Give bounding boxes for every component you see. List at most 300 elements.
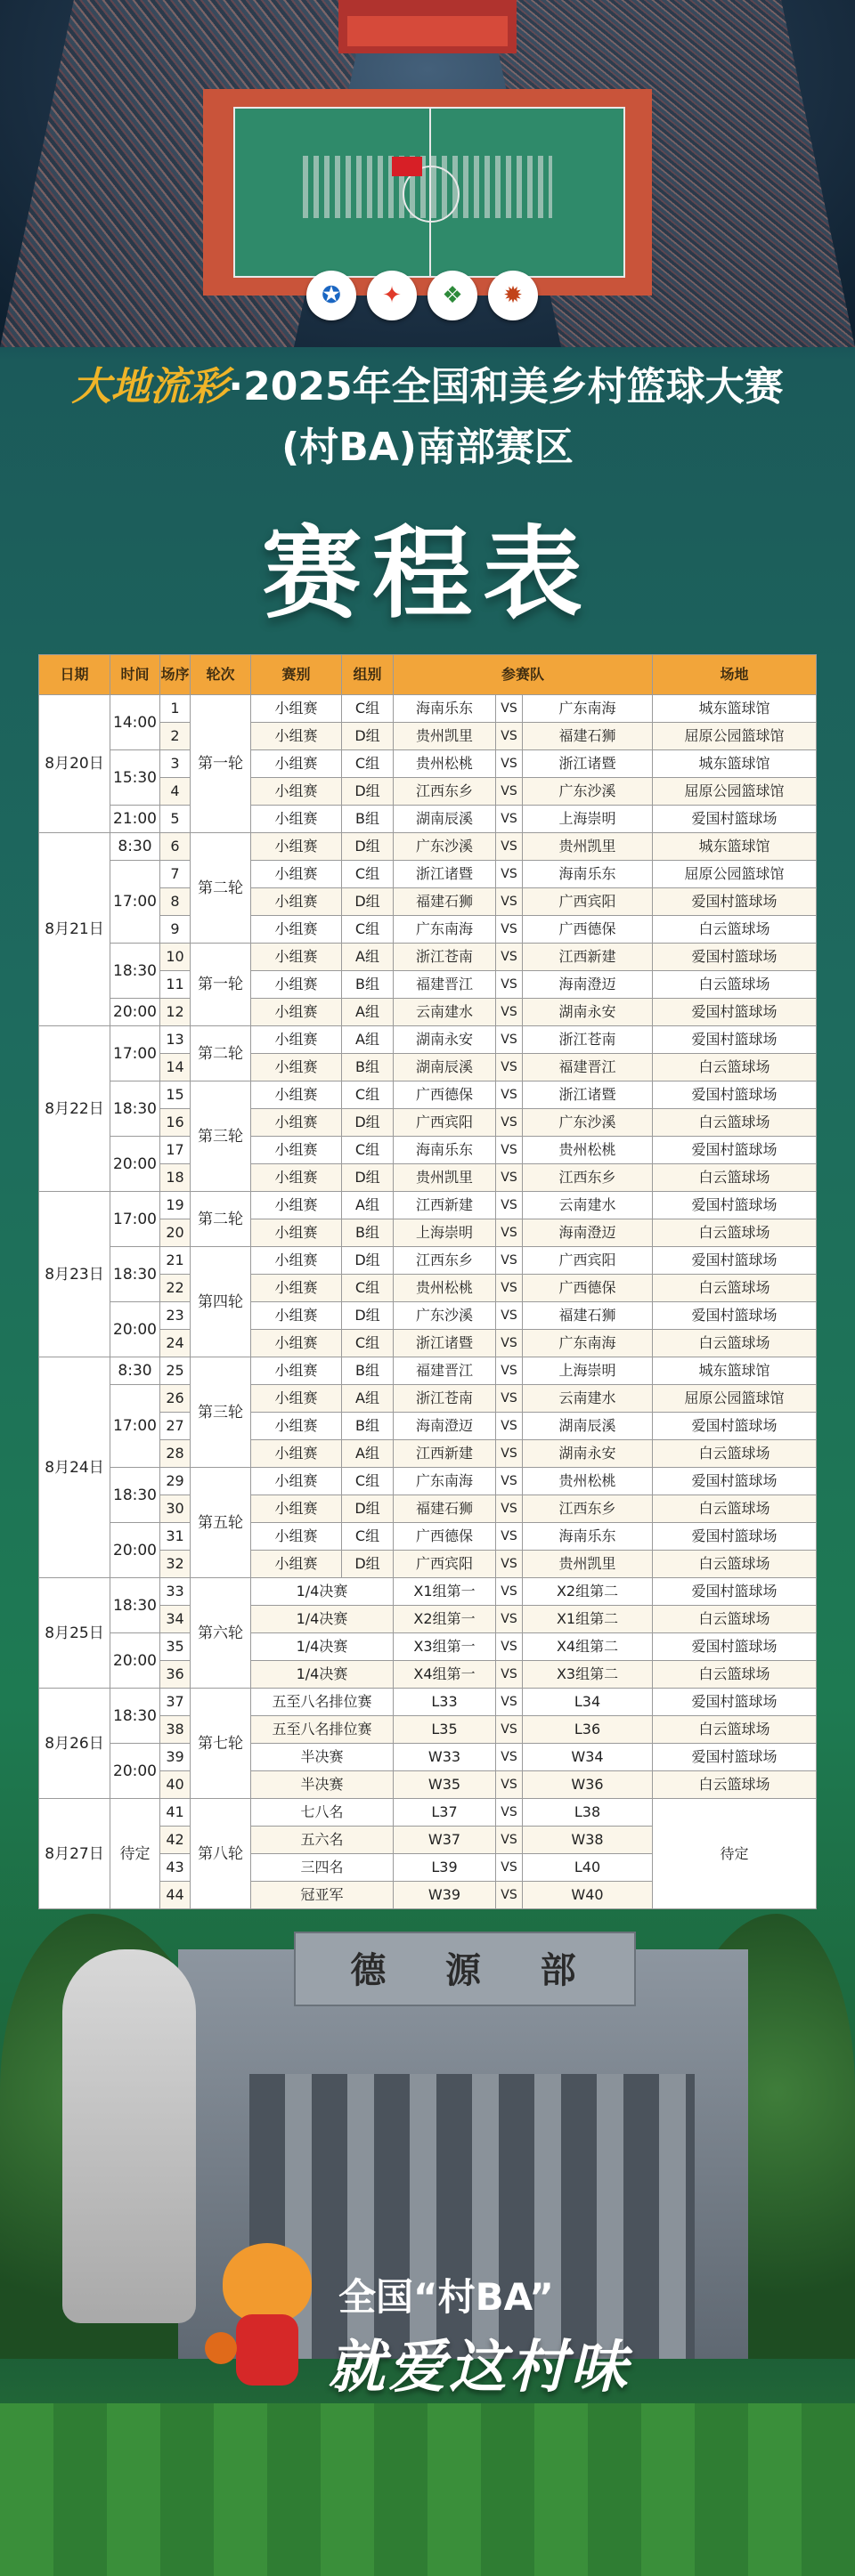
event-logos xyxy=(306,271,538,328)
away-team-cell: 上海崇明 xyxy=(523,806,653,833)
col-round: 轮次 xyxy=(191,655,251,695)
home-team-cell: 浙江苍南 xyxy=(394,1385,496,1413)
stage-cell: 小组赛 xyxy=(251,1137,342,1164)
time-cell: 18:30 xyxy=(110,1081,160,1137)
home-team-cell: 海南乐东 xyxy=(394,695,496,723)
col-time: 时间 xyxy=(110,655,160,695)
vs-cell: VS xyxy=(496,806,523,833)
away-team-cell: 广东沙溪 xyxy=(523,778,653,806)
venue-cell: 爱国村篮球场 xyxy=(653,1247,817,1275)
vs-cell: VS xyxy=(496,944,523,971)
seq-cell: 25 xyxy=(160,1357,191,1385)
away-team-cell: X1组第二 xyxy=(523,1606,653,1633)
seq-cell: 39 xyxy=(160,1744,191,1771)
home-team-cell: W39 xyxy=(394,1882,496,1909)
venue-cell: 屈原公园篮球馆 xyxy=(653,861,817,888)
vs-cell: VS xyxy=(496,1413,523,1440)
seq-cell: 24 xyxy=(160,1330,191,1357)
table-row xyxy=(39,833,817,861)
venue-cell: 白云篮球场 xyxy=(653,1606,817,1633)
away-team-cell: W36 xyxy=(523,1771,653,1799)
mascot-head xyxy=(223,2243,312,2323)
venue-cell: 城东篮球馆 xyxy=(653,750,817,778)
table-row xyxy=(39,1633,817,1661)
vs-cell: VS xyxy=(496,861,523,888)
venue-cell: 城东篮球馆 xyxy=(653,833,817,861)
group-cell: B组 xyxy=(342,1357,394,1385)
venue-cell: 待定 xyxy=(653,1799,817,1909)
round-cell: 第二轮 xyxy=(191,833,251,944)
group-cell: D组 xyxy=(342,888,394,916)
seq-cell: 27 xyxy=(160,1413,191,1440)
date-cell: 8月25日 xyxy=(39,1578,110,1689)
stage-cell: 1/4决赛 xyxy=(251,1633,394,1661)
stage-cell: 小组赛 xyxy=(251,1468,342,1495)
group-cell: D组 xyxy=(342,1495,394,1523)
seq-cell: 32 xyxy=(160,1551,191,1578)
vs-cell: VS xyxy=(496,1385,523,1413)
home-team-cell: 贵州凯里 xyxy=(394,1164,496,1192)
round-cell: 第一轮 xyxy=(191,944,251,1026)
home-team-cell: 江西新建 xyxy=(394,1192,496,1219)
time-cell: 18:30 xyxy=(110,944,160,999)
time-cell: 待定 xyxy=(110,1799,160,1909)
seq-cell: 30 xyxy=(160,1495,191,1523)
group-cell: C组 xyxy=(342,1468,394,1495)
time-cell: 14:00 xyxy=(110,695,160,750)
vs-cell: VS xyxy=(496,1302,523,1330)
away-team-cell: 浙江苍南 xyxy=(523,1026,653,1054)
stage-cell: 小组赛 xyxy=(251,1219,342,1247)
col-seq: 场序 xyxy=(160,655,191,695)
seq-cell: 41 xyxy=(160,1799,191,1827)
venue-cell: 白云篮球场 xyxy=(653,1109,817,1137)
away-team-cell: W40 xyxy=(523,1882,653,1909)
stage-cell: 小组赛 xyxy=(251,833,342,861)
stage-cell: 小组赛 xyxy=(251,1081,342,1109)
home-team-cell: 浙江诸暨 xyxy=(394,861,496,888)
seq-cell: 17 xyxy=(160,1137,191,1164)
stage-cell: 五至八名排位赛 xyxy=(251,1689,394,1716)
away-team-cell: L40 xyxy=(523,1854,653,1882)
stage-cell: 小组赛 xyxy=(251,861,342,888)
seq-cell: 23 xyxy=(160,1302,191,1330)
stage-cell: 半决赛 xyxy=(251,1771,394,1799)
away-team-cell: 海南澄迈 xyxy=(523,1219,653,1247)
group-cell: C组 xyxy=(342,1523,394,1551)
building-sign xyxy=(321,1940,606,1994)
seq-cell: 20 xyxy=(160,1219,191,1247)
table-row xyxy=(39,1578,817,1606)
stage-cell: 小组赛 xyxy=(251,1495,342,1523)
group-cell: D组 xyxy=(342,723,394,750)
stage-cell: 小组赛 xyxy=(251,695,342,723)
time-cell: 8:30 xyxy=(110,833,160,861)
venue-cell: 爱国村篮球场 xyxy=(653,1578,817,1606)
away-team-cell: 云南建水 xyxy=(523,1192,653,1219)
time-cell: 18:30 xyxy=(110,1578,160,1633)
home-team-cell: L39 xyxy=(394,1854,496,1882)
home-team-cell: 江西新建 xyxy=(394,1440,496,1468)
group-cell: C组 xyxy=(342,1081,394,1109)
away-team-cell: L34 xyxy=(523,1689,653,1716)
time-cell: 17:00 xyxy=(110,1026,160,1081)
away-team-cell: 海南澄迈 xyxy=(523,971,653,999)
home-team-cell: 广东沙溪 xyxy=(394,1302,496,1330)
home-team-cell: 湖南辰溪 xyxy=(394,1054,496,1081)
venue-cell: 城东篮球馆 xyxy=(653,695,817,723)
round-cell: 第七轮 xyxy=(191,1689,251,1799)
vs-cell: VS xyxy=(496,1716,523,1744)
logo-icon-1: ✪ xyxy=(306,271,356,320)
brand-text: 大地流彩 xyxy=(71,364,229,409)
group-cell: D组 xyxy=(342,1551,394,1578)
table-row xyxy=(39,1137,817,1164)
vs-cell: VS xyxy=(496,1164,523,1192)
home-team-cell: 海南澄迈 xyxy=(394,1413,496,1440)
title-text-1: ·2025年全国和美乡村篮球大赛 xyxy=(228,364,784,409)
date-cell: 8月26日 xyxy=(39,1689,110,1799)
venue-cell: 白云篮球场 xyxy=(653,1275,817,1302)
seq-cell: 8 xyxy=(160,888,191,916)
venue-cell: 白云篮球场 xyxy=(653,1440,817,1468)
seq-cell: 9 xyxy=(160,916,191,944)
seq-cell: 35 xyxy=(160,1633,191,1661)
stage-cell: 小组赛 xyxy=(251,1026,342,1054)
seq-cell: 43 xyxy=(160,1854,191,1882)
home-team-cell: W35 xyxy=(394,1771,496,1799)
stage-cell: 五至八名排位赛 xyxy=(251,1716,394,1744)
logo-icon-2: ✦ xyxy=(367,271,417,320)
away-team-cell: 福建石狮 xyxy=(523,723,653,750)
away-team-cell: X4组第二 xyxy=(523,1633,653,1661)
home-team-cell: X3组第一 xyxy=(394,1633,496,1661)
table-row xyxy=(39,1523,817,1551)
seq-cell: 1 xyxy=(160,695,191,723)
seq-cell: 6 xyxy=(160,833,191,861)
vs-cell: VS xyxy=(496,1357,523,1385)
home-team-cell: 广东南海 xyxy=(394,916,496,944)
stage-cell: 小组赛 xyxy=(251,916,342,944)
venue-cell: 屈原公园篮球馆 xyxy=(653,778,817,806)
away-team-cell: 江西东乡 xyxy=(523,1495,653,1523)
away-team-cell: 浙江诸暨 xyxy=(523,750,653,778)
logo-icon-4: ✹ xyxy=(488,271,538,320)
basketball-icon xyxy=(205,2332,237,2364)
group-cell: C组 xyxy=(342,750,394,778)
table-row xyxy=(39,999,817,1026)
stage-cell: 冠亚军 xyxy=(251,1882,394,1909)
group-cell: B组 xyxy=(342,1054,394,1081)
seq-cell: 37 xyxy=(160,1689,191,1716)
seq-cell: 33 xyxy=(160,1578,191,1606)
table-row xyxy=(39,1247,817,1275)
away-team-cell: 上海崇明 xyxy=(523,1357,653,1385)
seq-cell: 12 xyxy=(160,999,191,1026)
home-team-cell: 海南乐东 xyxy=(394,1137,496,1164)
home-team-cell: 广西宾阳 xyxy=(394,1109,496,1137)
home-team-cell: X4组第一 xyxy=(394,1661,496,1689)
stage-cell: 小组赛 xyxy=(251,999,342,1026)
home-team-cell: 广东沙溪 xyxy=(394,833,496,861)
grass-field xyxy=(0,2403,855,2576)
home-team-cell: 浙江诸暨 xyxy=(394,1330,496,1357)
venue-cell: 白云篮球场 xyxy=(653,1551,817,1578)
seq-cell: 11 xyxy=(160,971,191,999)
venue-cell: 爱国村篮球场 xyxy=(653,888,817,916)
vs-cell: VS xyxy=(496,1468,523,1495)
away-team-cell: 广东南海 xyxy=(523,1330,653,1357)
away-team-cell: 云南建水 xyxy=(523,1385,653,1413)
group-cell: C组 xyxy=(342,861,394,888)
logo-icon-3: ❖ xyxy=(428,271,477,320)
venue-cell: 屈原公园篮球馆 xyxy=(653,1385,817,1413)
group-cell: B组 xyxy=(342,1219,394,1247)
round-cell: 第三轮 xyxy=(191,1357,251,1468)
stage-cell: 小组赛 xyxy=(251,1551,342,1578)
date-cell: 8月21日 xyxy=(39,833,110,1026)
table-row xyxy=(39,1385,817,1413)
vs-cell: VS xyxy=(496,1827,523,1854)
home-team-cell: W33 xyxy=(394,1744,496,1771)
home-team-cell: 福建晋江 xyxy=(394,971,496,999)
table-row xyxy=(39,1799,817,1827)
seq-cell: 14 xyxy=(160,1054,191,1081)
round-cell: 第三轮 xyxy=(191,1081,251,1192)
venue-cell: 白云篮球场 xyxy=(653,1495,817,1523)
away-team-cell: 广西宾阳 xyxy=(523,888,653,916)
stage-cell: 小组赛 xyxy=(251,806,342,833)
table-row xyxy=(39,1357,817,1385)
vs-cell: VS xyxy=(496,1495,523,1523)
stage-cell: 小组赛 xyxy=(251,971,342,999)
group-cell: D组 xyxy=(342,1164,394,1192)
table-row xyxy=(39,1689,817,1716)
home-team-cell: X1组第一 xyxy=(394,1578,496,1606)
seq-cell: 7 xyxy=(160,861,191,888)
group-cell: B组 xyxy=(342,806,394,833)
vs-cell: VS xyxy=(496,971,523,999)
venue-cell: 爱国村篮球场 xyxy=(653,1137,817,1164)
stage-cell: 小组赛 xyxy=(251,1192,342,1219)
venue-cell: 爱国村篮球场 xyxy=(653,1302,817,1330)
time-cell: 18:30 xyxy=(110,1247,160,1302)
home-team-cell: 上海崇明 xyxy=(394,1219,496,1247)
home-team-cell: 江西东乡 xyxy=(394,1247,496,1275)
seq-cell: 40 xyxy=(160,1771,191,1799)
date-cell: 8月23日 xyxy=(39,1192,110,1357)
venue-cell: 爱国村篮球场 xyxy=(653,1744,817,1771)
time-cell: 20:00 xyxy=(110,1302,160,1357)
home-team-cell: 贵州凯里 xyxy=(394,723,496,750)
table-row xyxy=(39,695,817,723)
venue-cell: 白云篮球场 xyxy=(653,1330,817,1357)
time-cell: 17:00 xyxy=(110,861,160,944)
vs-cell: VS xyxy=(496,1799,523,1827)
home-team-cell: 云南建水 xyxy=(394,999,496,1026)
stage-cell: 1/4决赛 xyxy=(251,1661,394,1689)
seq-cell: 29 xyxy=(160,1468,191,1495)
home-team-cell: W37 xyxy=(394,1827,496,1854)
stage-cell: 小组赛 xyxy=(251,1357,342,1385)
seq-cell: 18 xyxy=(160,1164,191,1192)
flag-icon xyxy=(392,157,422,176)
table-row xyxy=(39,1192,817,1219)
away-team-cell: W38 xyxy=(523,1827,653,1854)
hero-stadium-image xyxy=(0,0,855,347)
venue-cell: 爱国村篮球场 xyxy=(653,1081,817,1109)
group-cell: A组 xyxy=(342,1026,394,1054)
venue-cell: 爱国村篮球场 xyxy=(653,1523,817,1551)
vs-cell: VS xyxy=(496,1744,523,1771)
away-team-cell: 贵州凯里 xyxy=(523,833,653,861)
away-team-cell: X2组第二 xyxy=(523,1578,653,1606)
seq-cell: 42 xyxy=(160,1827,191,1854)
col-date: 日期 xyxy=(39,655,110,695)
away-team-cell: 广西宾阳 xyxy=(523,1247,653,1275)
away-team-cell: 广西德保 xyxy=(523,916,653,944)
page-title: 赛程表 xyxy=(262,516,593,632)
vs-cell: VS xyxy=(496,1882,523,1909)
sign-char-2: 源 xyxy=(444,1948,481,1991)
group-cell: C组 xyxy=(342,695,394,723)
stage-cell: 小组赛 xyxy=(251,1054,342,1081)
group-cell: A组 xyxy=(342,999,394,1026)
away-team-cell: 海南乐东 xyxy=(523,1523,653,1551)
time-cell: 21:00 xyxy=(110,806,160,833)
time-cell: 15:30 xyxy=(110,750,160,806)
venue-cell: 爱国村篮球场 xyxy=(653,1192,817,1219)
venue-cell: 白云篮球场 xyxy=(653,1716,817,1744)
group-cell: C组 xyxy=(342,1275,394,1302)
group-cell: D组 xyxy=(342,778,394,806)
table-row xyxy=(39,1744,817,1771)
seq-cell: 10 xyxy=(160,944,191,971)
home-team-cell: 江西东乡 xyxy=(394,778,496,806)
home-team-cell: L35 xyxy=(394,1716,496,1744)
vs-cell: VS xyxy=(496,1661,523,1689)
seq-cell: 13 xyxy=(160,1026,191,1054)
sign-char-1: 德 xyxy=(350,1948,387,1991)
home-team-cell: 湖南永安 xyxy=(394,1026,496,1054)
time-cell: 17:00 xyxy=(110,1192,160,1247)
stage-cell: 小组赛 xyxy=(251,1302,342,1330)
vs-cell: VS xyxy=(496,1081,523,1109)
group-cell: A组 xyxy=(342,1385,394,1413)
round-cell: 第四轮 xyxy=(191,1247,251,1357)
group-cell: C组 xyxy=(342,916,394,944)
vs-cell: VS xyxy=(496,1523,523,1551)
mascot xyxy=(214,2243,321,2412)
home-team-cell: 广西宾阳 xyxy=(394,1551,496,1578)
away-team-cell: 江西新建 xyxy=(523,944,653,971)
time-cell: 20:00 xyxy=(110,999,160,1026)
away-team-cell: X3组第二 xyxy=(523,1661,653,1689)
vs-cell: VS xyxy=(496,1275,523,1302)
group-cell: D组 xyxy=(342,1302,394,1330)
stage-cell: 七八名 xyxy=(251,1799,394,1827)
time-cell: 17:00 xyxy=(110,1385,160,1468)
date-cell: 8月27日 xyxy=(39,1799,110,1909)
away-team-cell: 海南乐东 xyxy=(523,861,653,888)
stage-cell: 小组赛 xyxy=(251,1413,342,1440)
seq-cell: 38 xyxy=(160,1716,191,1744)
stage-cell: 小组赛 xyxy=(251,1523,342,1551)
vs-cell: VS xyxy=(496,916,523,944)
seq-cell: 26 xyxy=(160,1385,191,1413)
col-group: 组别 xyxy=(342,655,394,695)
group-cell: D组 xyxy=(342,1109,394,1137)
round-cell: 第五轮 xyxy=(191,1468,251,1578)
venue-cell: 爱国村篮球场 xyxy=(653,1468,817,1495)
away-team-cell: L36 xyxy=(523,1716,653,1744)
venue-cell: 爱国村篮球场 xyxy=(653,944,817,971)
time-cell: 20:00 xyxy=(110,1137,160,1192)
time-cell: 20:00 xyxy=(110,1633,160,1689)
venue-cell: 爱国村篮球场 xyxy=(653,806,817,833)
away-team-cell: 江西东乡 xyxy=(523,1164,653,1192)
venue-cell: 爱国村篮球场 xyxy=(653,1633,817,1661)
home-team-cell: X2组第一 xyxy=(394,1606,496,1633)
group-cell: C组 xyxy=(342,1137,394,1164)
home-team-cell: 福建石狮 xyxy=(394,888,496,916)
group-cell: D组 xyxy=(342,833,394,861)
away-team-cell: L38 xyxy=(523,1799,653,1827)
stage-cell: 小组赛 xyxy=(251,1330,342,1357)
seq-cell: 34 xyxy=(160,1606,191,1633)
slogan-line-1: 全国“村BA” xyxy=(338,2275,554,2319)
away-team-cell: 广西德保 xyxy=(523,1275,653,1302)
seq-cell: 31 xyxy=(160,1523,191,1551)
vs-cell: VS xyxy=(496,1247,523,1275)
schedule-table xyxy=(38,654,817,1909)
table-row xyxy=(39,806,817,833)
stage-cell: 小组赛 xyxy=(251,750,342,778)
table-row xyxy=(39,1026,817,1054)
seq-cell: 28 xyxy=(160,1440,191,1468)
time-cell: 18:30 xyxy=(110,1689,160,1744)
venue-cell: 爱国村篮球场 xyxy=(653,1689,817,1716)
seq-cell: 5 xyxy=(160,806,191,833)
stage-cell: 小组赛 xyxy=(251,1164,342,1192)
stage-cell: 半决赛 xyxy=(251,1744,394,1771)
date-cell: 8月24日 xyxy=(39,1357,110,1578)
away-team-cell: 贵州凯里 xyxy=(523,1551,653,1578)
seq-cell: 3 xyxy=(160,750,191,778)
away-team-cell: 湖南辰溪 xyxy=(523,1413,653,1440)
home-team-cell: 福建石狮 xyxy=(394,1495,496,1523)
venue-cell: 白云篮球场 xyxy=(653,916,817,944)
col-stage: 赛别 xyxy=(251,655,342,695)
seq-cell: 44 xyxy=(160,1882,191,1909)
group-cell: B组 xyxy=(342,971,394,999)
title-line-1 xyxy=(0,354,855,411)
away-team-cell: 福建石狮 xyxy=(523,1302,653,1330)
stage-cell: 1/4决赛 xyxy=(251,1578,394,1606)
col-venue: 场地 xyxy=(653,655,817,695)
table-header-row xyxy=(39,655,817,695)
away-team-cell: 贵州松桃 xyxy=(523,1137,653,1164)
seq-cell: 16 xyxy=(160,1109,191,1137)
vs-cell: VS xyxy=(496,999,523,1026)
home-team-cell: 广西德保 xyxy=(394,1081,496,1109)
vs-cell: VS xyxy=(496,1854,523,1882)
mascot-body xyxy=(236,2314,298,2386)
round-cell: 第八轮 xyxy=(191,1799,251,1909)
home-team-cell: 浙江苍南 xyxy=(394,944,496,971)
vs-cell: VS xyxy=(496,1026,523,1054)
vs-cell: VS xyxy=(496,1551,523,1578)
